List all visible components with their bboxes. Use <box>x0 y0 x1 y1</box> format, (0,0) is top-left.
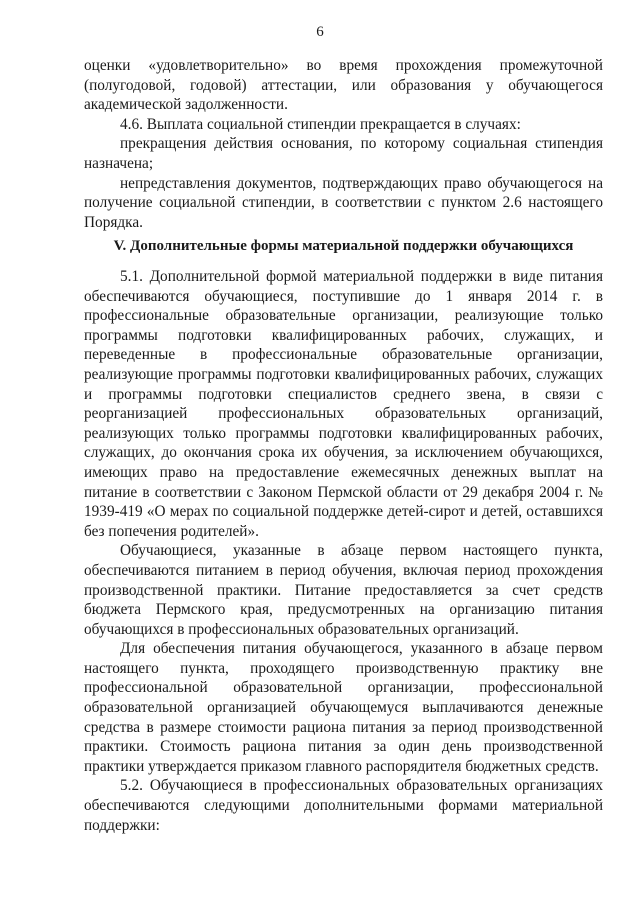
paragraph-documents-not-submitted: непредставления документов, подтверждающих право обучающегося на получение социальной стипендии, в соответствии с пунктом 2.6 настоящего Порядка. <box>84 174 603 231</box>
paragraph-assessment-continuation: оценки «удовлетворительно» во время прохождения промежуточной (полугодовой, годовой) аттестации, или образования у обучающегося академической задолженности. <box>84 57 603 114</box>
paragraph-termination-basis: прекращения действия основания, по которому социальная стипендия назначена; <box>84 135 603 172</box>
paragraph-students-meals: Обучающиеся, указанные в абзаце первом настоящего пункта, обеспечиваются питанием в период обучения, включая период прохождения производственной практики. Питание предоставляется за счет средств бюджета Пермского края, предусмотренных на организацию питания обучающихся в профессиональных образовательных организаций. <box>84 542 603 638</box>
text-block-continuation <box>84 56 603 232</box>
section-heading-block <box>84 237 603 257</box>
paragraph-4-6: 4.6. Выплата социальной стипендии прекращается в случаях: <box>120 115 521 133</box>
paragraph-practice-meals: Для обеспечения питания обучающегося, указанного в абзаце первом настоящего пункта, проходящего производственную практику вне профессиональной образовательной организации, профессиональной образовательной организацией обучающемуся выплачиваются денежные средства в размере стоимости рациона питания за период производственной практики. Стоимость рациона питания за один день производственной практики утверждается приказом главного распорядителя бюджетных средств. <box>84 640 603 775</box>
section-heading: V. Дополнительные формы материальной поддержки обучающихся <box>113 238 574 254</box>
text-block-section-5 <box>84 267 603 835</box>
paragraph-5-1: 5.1. Дополнительной формой материальной поддержки в виде питания обеспечиваются обучающиеся, поступившие до 1 января 2014 г. в профессиональные образовательные организации, реализующие только программы подготовки квалифицированных рабочих, служащих, и переведенные в профессиональные образовательные организации, реализующие программы подготовки квалифицированных рабочих, служащих и программы подготовки специалистов среднего звена, в связи с реорганизацией профессиональных образовательных организаций, реализующих только программы подготовки квалифицированных рабочих, служащих, до окончания срока их обучения, за исключением обучающихся, имеющих право на предоставление ежемесячных денежных выплат на питание в соответствии с Законом Пермской области от 29 декабря 2004 г. № 1939-419 «О мерах по социальной поддержке детей-сирот и детей, оставшихся без попечения родителей». <box>84 268 603 540</box>
page-number: 6 <box>316 24 324 40</box>
paragraph-5-2: 5.2. Обучающиеся в профессиональных образовательных организациях обеспечиваются следующими дополнительными формами материальной поддержки: <box>84 777 603 834</box>
